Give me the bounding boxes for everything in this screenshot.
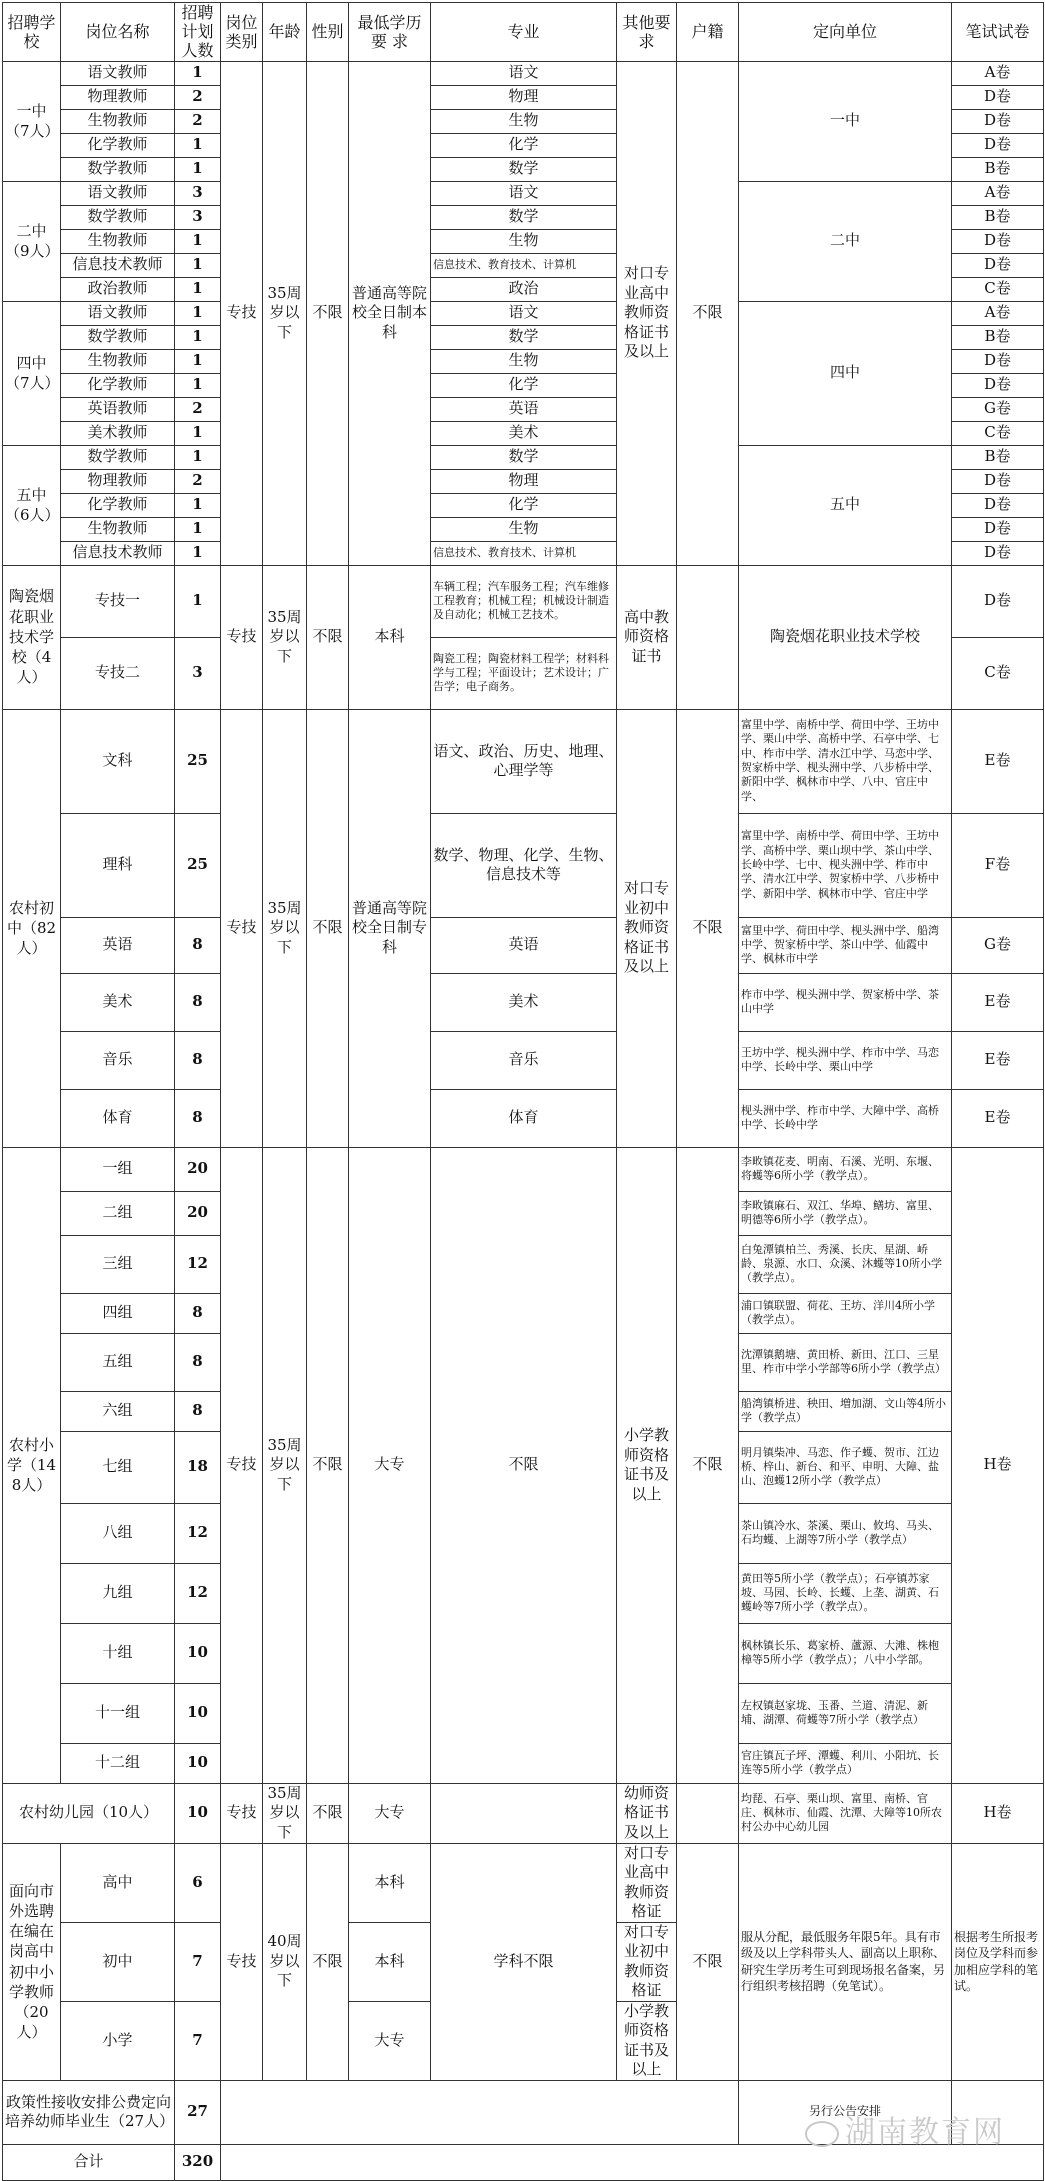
hukou: 不限 [677,1843,739,2080]
plan-count: 2 [175,109,221,133]
position-name: 语文教师 [61,181,175,205]
header-cell: 招聘学校 [3,3,61,62]
header-cell: 户籍 [677,3,739,62]
exam-paper: B卷 [952,157,1044,181]
other-req: 对口专业高中教师资格证书及以上 [617,61,677,565]
target-unit: 枧头洲中学、柞市中学、大障中学、高桥中学、长岭中学 [739,1089,952,1147]
plan-count: 12 [175,1563,221,1623]
major: 数学 [431,157,617,181]
school-name: 二中（9人） [3,181,61,301]
position-name: 四组 [61,1293,175,1333]
position-name: 物理教师 [61,85,175,109]
education: 本科 [349,1843,431,1922]
exam-paper: B卷 [952,445,1044,469]
school-name: 农村小学（148人） [3,1147,61,1783]
position-name: 十二组 [61,1743,175,1783]
header-cell: 笔试试卷 [952,3,1044,62]
exam-paper: D卷 [952,85,1044,109]
position-name: 三组 [61,1235,175,1293]
position-name: 二组 [61,1191,175,1235]
plan-count: 25 [175,813,221,917]
major: 生物 [431,349,617,373]
exam-paper: D卷 [952,565,1044,637]
plan-count: 8 [175,917,221,973]
table-row [3,709,1044,813]
target-unit: 陶瓷烟花职业技术学校 [739,565,952,709]
table-row [3,1031,1044,1089]
age-limit: 35周岁以下 [263,1147,307,1783]
position-name: 九组 [61,1563,175,1623]
exam-paper: A卷 [952,181,1044,205]
major: 信息技术、教育技术、计算机 [431,253,617,277]
plan-count: 10 [175,1743,221,1783]
position-name: 生物教师 [61,109,175,133]
exam-paper: D卷 [952,493,1044,517]
plan-count: 3 [175,181,221,205]
other-req: 小学教师资格证书及以上 [617,1147,677,1783]
table-row [3,445,1044,469]
major: 体育 [431,1089,617,1147]
position-name: 英语 [61,917,175,973]
target-unit: 沈潭镇鹅塘、黄田桥、新田、江口、三星里、柞市中学小学部等6所小学（教学点） [739,1333,952,1391]
plan-count: 8 [175,1391,221,1431]
position-name: 八组 [61,1503,175,1563]
major: 化学 [431,133,617,157]
other-req: 对口专业初中教师资格证 [617,1922,677,2001]
header-cell: 年龄 [263,3,307,62]
exam-paper: E卷 [952,709,1044,813]
position-name: 语文教师 [61,301,175,325]
gender: 不限 [307,1147,349,1783]
major: 语文 [431,181,617,205]
target-unit: 明月镇柴冲、马恋、作子蠖、贺市、江边桥、梓山、新台、和平、申明、大障、盐山、泡蠖12所小学（教学点） [739,1431,952,1503]
position-name: 信息技术教师 [61,541,175,565]
position-name: 文科 [61,709,175,813]
position-name: 信息技术教师 [61,253,175,277]
exam-paper: F卷 [952,813,1044,917]
job-type: 专技 [221,1843,263,2080]
major: 不限 [431,1147,617,1783]
other-req: 对口专业高中教师资格证 [617,1843,677,1922]
target-unit: 五中 [739,445,952,565]
target-unit: 李畋镇花麦、明南、石溪、光明、东堰、将蠖等6所小学（教学点）。 [739,1147,952,1191]
watermark [805,2107,1005,2151]
exam-paper: D卷 [952,253,1044,277]
target-unit: 黄田等5所小学（教学点）；石亭镇苏家坡、马园、长岭、长蠖、上垄、湖黄、石蠖岭等7所小学（教学点）。 [739,1563,952,1623]
header-row [3,3,1044,62]
exam-paper: E卷 [952,973,1044,1031]
exam-paper: D卷 [952,229,1044,253]
gender: 不限 [307,565,349,709]
job-type: 专技 [221,1147,263,1783]
exam-paper: 根据考生所报考岗位及学科而参加相应学科的笔试。 [952,1843,1044,2080]
header-cell: 其他要求 [617,3,677,62]
major: 政治 [431,277,617,301]
other-req: 高中教师资格证书 [617,565,677,709]
major: 学科不限 [431,1843,617,2080]
plan-count: 1 [175,493,221,517]
watermark-text: 湖南教育网 [845,2115,1005,2150]
plan-count: 1 [175,541,221,565]
school-name: 农村幼儿园（10人） [3,1783,175,1843]
other-req: 对口专业初中教师资格证书及以上 [617,709,677,1147]
major: 数学 [431,325,617,349]
plan-count: 8 [175,1333,221,1391]
plan-count: 1 [175,253,221,277]
major: 英语 [431,917,617,973]
position-name: 数学教师 [61,157,175,181]
recruitment-table-page [0,2,1045,2171]
plan-count: 1 [175,421,221,445]
school-name: 政策性接收安排公费定向培养幼师毕业生（27人） [3,2080,175,2144]
exam-paper: D卷 [952,109,1044,133]
wechat-icon [805,2121,839,2147]
header-cell: 定向单位 [739,3,952,62]
school-name: 面向市外选聘在编在岗高中初中小学教师（20人） [3,1843,61,2080]
table-row [3,301,1044,325]
position-name: 政治教师 [61,277,175,301]
major: 车辆工程；汽车服务工程；汽车维修工程教育；机械工程；机械设计制造及自动化；机械工艺技术。 [431,565,617,637]
plan-count: 1 [175,61,221,85]
major: 生物 [431,109,617,133]
age-limit: 40周岁以下 [263,1843,307,2080]
position-name: 七组 [61,1431,175,1503]
header-cell: 岗位名称 [61,3,175,62]
major: 信息技术、教育技术、计算机 [431,541,617,565]
hukou [677,1783,739,1843]
position-name: 数学教师 [61,445,175,469]
plan-count: 3 [175,637,221,709]
plan-count: 10 [175,1623,221,1683]
target-unit: 柞市中学、枧头洲中学、贺家桥中学、茶山中学 [739,973,952,1031]
position-name: 语文教师 [61,61,175,85]
blank-cell [221,2080,739,2144]
position-name: 体育 [61,1089,175,1147]
plan-count: 8 [175,1089,221,1147]
major: 语文 [431,61,617,85]
position-name: 美术 [61,973,175,1031]
header-cell: 性别 [307,3,349,62]
major [431,1783,617,1843]
target-unit: 茶山镇冷水、茶溪、栗山、攸坞、马头、石均蠖、上湖等7所小学（教学点） [739,1503,952,1563]
plan-count: 1 [175,229,221,253]
target-unit: 左权镇赵家垅、玉番、兰道、清泥、新埔、湖潭、荷蠖等7所小学（教学点） [739,1683,952,1743]
target-unit: 服从分配，最低服务年限5年。具有市级及以上学科带头人、副高以上职称、研究生学历考生可到现场报名备案，另行组织考核招聘（免笔试）。 [739,1843,952,2080]
position-name: 物理教师 [61,469,175,493]
exam-paper: A卷 [952,61,1044,85]
education: 本科 [349,565,431,709]
age-limit: 35周岁以下 [263,565,307,709]
plan-count: 1 [175,157,221,181]
major: 化学 [431,373,617,397]
school-name: 一中（7人） [3,61,61,181]
major: 语文、政治、历史、地理、心理学等 [431,709,617,813]
major: 美术 [431,421,617,445]
target-unit: 浦口镇联盟、荷花、王坊、洋川4所小学（教学点）。 [739,1293,952,1333]
education: 大专 [349,1783,431,1843]
education: 普通高等院校全日制本科 [349,61,431,565]
exam-paper: D卷 [952,541,1044,565]
table-row [3,565,1044,637]
major: 物理 [431,85,617,109]
table-row [3,1783,1044,1843]
target-unit: 一中 [739,61,952,181]
recruitment-table [2,2,1044,2181]
hukou [677,565,739,709]
major: 陶瓷工程；陶瓷材料工程学；材料科学与工程；平面设计；艺术设计；广告学；电子商务。 [431,637,617,709]
major: 语文 [431,301,617,325]
plan-count: 27 [175,2080,221,2144]
position-name: 数学教师 [61,205,175,229]
target-unit: 二中 [739,181,952,301]
plan-count: 1 [175,325,221,349]
target-unit: 四中 [739,301,952,445]
position-name: 专技二 [61,637,175,709]
exam-paper: D卷 [952,373,1044,397]
position-name: 英语教师 [61,397,175,421]
plan-count: 2 [175,85,221,109]
school-name: 农村初中（82人） [3,709,61,1147]
exam-paper: H卷 [952,1147,1044,1783]
plan-count: 3 [175,205,221,229]
gender: 不限 [307,1843,349,2080]
position-name: 化学教师 [61,373,175,397]
target-unit: 船湾镇桥进、秧田、増加湖、文山等4所小学（教学点） [739,1391,952,1431]
education: 本科 [349,1922,431,2001]
exam-paper: D卷 [952,133,1044,157]
hukou: 不限 [677,61,739,565]
exam-paper: A卷 [952,301,1044,325]
position-name: 化学教师 [61,133,175,157]
age-limit: 35周岁以下 [263,709,307,1147]
header-cell: 最低学历要 求 [349,3,431,62]
plan-count: 20 [175,1191,221,1235]
plan-count: 12 [175,1503,221,1563]
plan-count: 1 [175,565,221,637]
exam-paper: C卷 [952,637,1044,709]
age-limit: 35周岁以下 [263,61,307,565]
major: 数学 [431,205,617,229]
major: 数学 [431,445,617,469]
education: 普通高等院校全日制专科 [349,709,431,1147]
plan-count: 1 [175,277,221,301]
plan-count: 1 [175,301,221,325]
exam-paper: B卷 [952,325,1044,349]
position-name: 化学教师 [61,493,175,517]
exam-paper: D卷 [952,469,1044,493]
target-unit: 王坊中学、枧头洲中学、柞市中学、马恋中学、长岭中学、栗山中学 [739,1031,952,1089]
gender: 不限 [307,61,349,565]
table-row [3,1147,1044,1191]
school-name: 四中（7人） [3,301,61,445]
table-row [3,973,1044,1031]
exam-paper: D卷 [952,517,1044,541]
hukou: 不限 [677,1147,739,1783]
target-unit: 另行公告安排 [739,2080,952,2144]
plan-count: 6 [175,1843,221,1922]
education: 大专 [349,1147,431,1783]
plan-count: 10 [175,1783,221,1843]
job-type: 专技 [221,1783,263,1843]
plan-count: 1 [175,517,221,541]
target-unit: 枫林镇长乐、葛家桥、蘆源、大滩、株枹樟等5所小学（教学点）；八中小学部。 [739,1623,952,1683]
position-name: 数学教师 [61,325,175,349]
plan-count: 8 [175,973,221,1031]
major: 生物 [431,229,617,253]
major: 数学、物理、化学、生物、信息技术等 [431,813,617,917]
header-cell: 招聘计划人数 [175,3,221,62]
job-type: 专技 [221,565,263,709]
gender: 不限 [307,1783,349,1843]
job-type: 专技 [221,61,263,565]
plan-count: 7 [175,1922,221,2001]
plan-count: 8 [175,1293,221,1333]
plan-count: 8 [175,1031,221,1089]
major: 音乐 [431,1031,617,1089]
plan-count: 1 [175,133,221,157]
job-type: 专技 [221,709,263,1147]
target-unit: 富里中学、南桥中学、荷田中学、王坊中学、栗山中学、高桥中学、石亭中学、七中、柞市中学、清水江中学、马恋中学、贺家桥中学、枧头洲中学、八步桥中学、新阳中学、枫林市中学、八中、官庄中学、 [739,709,952,813]
position-name: 十一组 [61,1683,175,1743]
position-name: 初中 [61,1922,175,2001]
target-unit: 富里中学、南桥中学、荷田中学、王坊中学、高桥中学、栗山坝中学、茶山中学、长岭中学、七中、枧头洲中学、柞市中学、清水江中学、贺家桥中学、八步桥中学、新阳中学、枫林市中学、官庄中学 [739,813,952,917]
hukou: 不限 [677,709,739,1147]
plan-count: 1 [175,373,221,397]
major: 化学 [431,493,617,517]
plan-count: 2 [175,469,221,493]
table-row [3,61,1044,85]
exam-paper: E卷 [952,1089,1044,1147]
gender: 不限 [307,709,349,1147]
target-unit: 官庄镇瓦子坪、潭蠖、利川、小阳坑、长连等5所小学（教学点） [739,1743,952,1783]
school-name: 五中（6人） [3,445,61,565]
plan-count: 20 [175,1147,221,1191]
exam-paper: C卷 [952,277,1044,301]
age-limit: 35周岁以下 [263,1783,307,1843]
header-cell: 专业 [431,3,617,62]
plan-count: 1 [175,349,221,373]
position-name: 专技一 [61,565,175,637]
exam-paper: H卷 [952,1783,1044,1843]
exam-paper: C卷 [952,421,1044,445]
table-row [3,1089,1044,1147]
position-name: 生物教师 [61,349,175,373]
plan-count: 18 [175,1431,221,1503]
exam-paper: G卷 [952,917,1044,973]
total-count: 320 [175,2144,221,2180]
education: 大专 [349,2001,431,2080]
position-name: 理科 [61,813,175,917]
target-unit: 李畋镇麻石、双江、华埠、鳝坊、富里、明德等6所小学（教学点）。 [739,1191,952,1235]
major: 英语 [431,397,617,421]
other-req: 幼师资格证书及以上 [617,1783,677,1843]
exam-paper: G卷 [952,397,1044,421]
plan-count: 10 [175,1683,221,1743]
plan-count: 2 [175,397,221,421]
position-name: 高中 [61,1843,175,1922]
total-label: 合计 [3,2144,175,2180]
target-unit: 富里中学、荷田中学、枧头洲中学、船湾中学、贺家桥中学、茶山中学、仙霞中学、枫林市中学 [739,917,952,973]
target-unit: 均琵、石亭、栗山坝、富里、南桥、官庄、枫林市、仙霞、沈潭、大障等10所农村公办中心幼儿园 [739,1783,952,1843]
position-name: 五组 [61,1333,175,1391]
exam-paper: E卷 [952,1031,1044,1089]
position-name: 一组 [61,1147,175,1191]
other-req: 小学教师资格证书及以上 [617,2001,677,2080]
exam-paper: D卷 [952,349,1044,373]
plan-count: 7 [175,2001,221,2080]
school-name: 陶瓷烟花职业技术学校（4人） [3,565,61,709]
target-unit: 白兔潭镇柏兰、秀溪、长庆、星湖、峤龄、泉源、水口、众溪、沐蠖等10所小学（教学点）。 [739,1235,952,1293]
table-row [3,813,1044,917]
plan-count: 1 [175,445,221,469]
exam-paper: B卷 [952,205,1044,229]
position-name: 六组 [61,1391,175,1431]
table-row [3,181,1044,205]
position-name: 音乐 [61,1031,175,1089]
position-name: 生物教师 [61,517,175,541]
table-row [3,1843,1044,1922]
major: 生物 [431,517,617,541]
plan-count: 25 [175,709,221,813]
position-name: 生物教师 [61,229,175,253]
table-row [3,917,1044,973]
plan-count: 12 [175,1235,221,1293]
position-name: 十组 [61,1623,175,1683]
header-cell: 岗位类别 [221,3,263,62]
major: 物理 [431,469,617,493]
major: 美术 [431,973,617,1031]
position-name: 美术教师 [61,421,175,445]
position-name: 小学 [61,2001,175,2080]
